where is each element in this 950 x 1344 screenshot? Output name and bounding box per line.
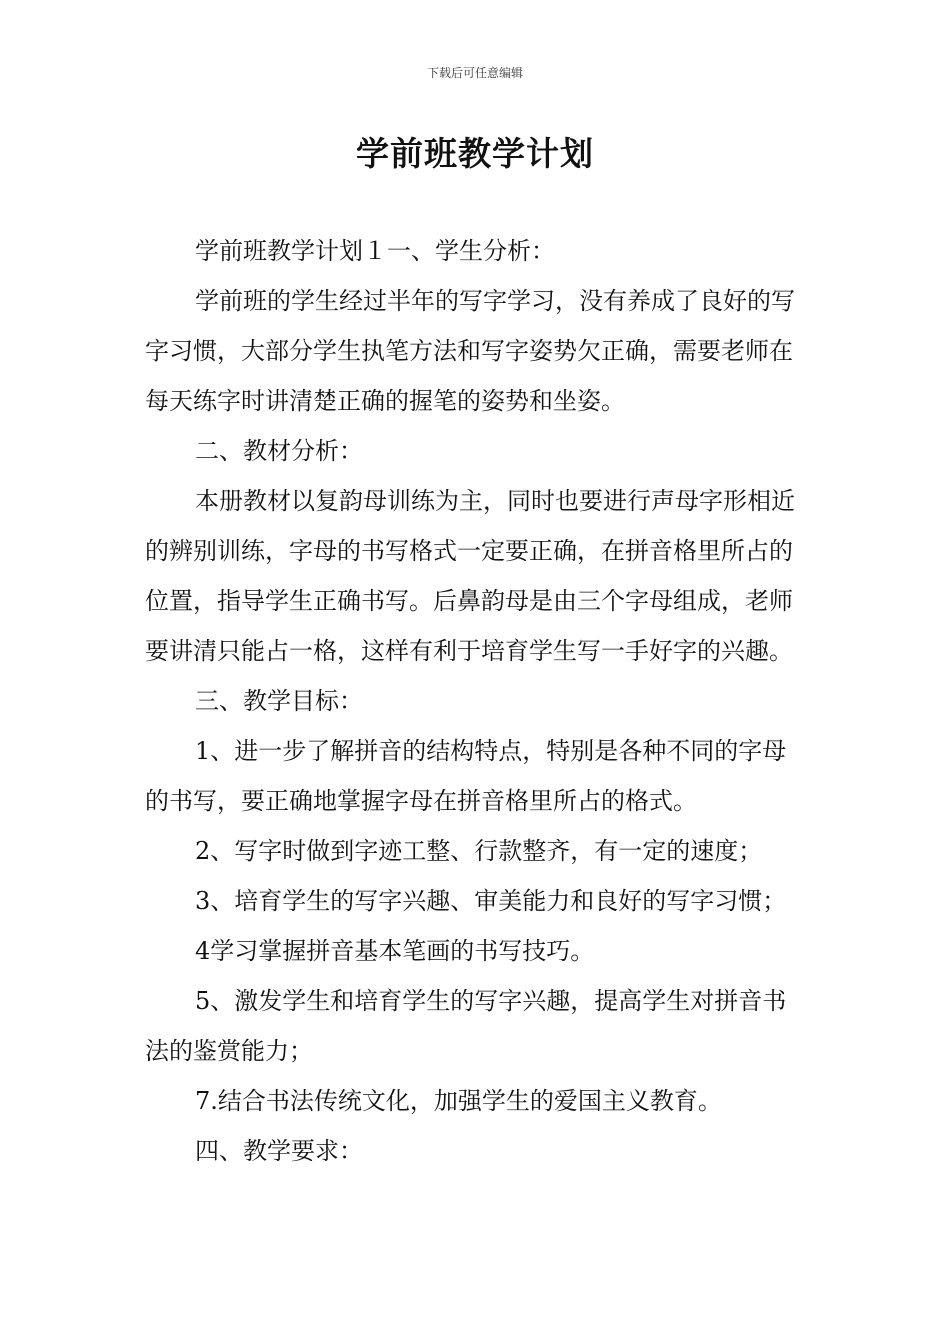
paragraph-materials: 本册教材以复韵母训练为主，同时也要进行声母字形相近的辨别训练，字母的书写格式一定要正确，在拼音格里所占的位置，指导学生正确书写。后鼻韵母是由三个字母组成，老师要讲清只能占一格，这样有利于培育学生写一手好字的兴趣。 (145, 487, 795, 665)
paragraph-student-analysis: 学前班的学生经过半年的写字学习，没有养成了良好的写字习惯，大部分学生执笔方法和写字姿势欠正确，需要老师在每天练字时讲清楚正确的握笔的姿势和坐姿。 (145, 287, 795, 415)
goal-item-2: 2、写字时做到字迹工整、行款整齐，有一定的速度； (195, 837, 763, 865)
goal-item-1: 1、进一步了解拼音的结构特点，特别是各种不同的字母的书写，要正确地掌握字母在拼音格里所占的格式。 (145, 737, 787, 815)
document-title: 学前班教学计划 (356, 134, 594, 173)
goal-item-5: 5、激发学生和培育学生的写字兴趣，提高学生对拼音书法的鉴赏能力； (145, 987, 787, 1065)
goal-item-3: 3、培育学生的写字兴趣、审美能力和良好的写字习惯； (195, 887, 787, 915)
document-body (145, 226, 810, 1176)
goal-item-7: 7.结合书法传统文化，加强学生的爱国主义教育。 (195, 1087, 722, 1115)
page-header-note: 下载后可任意编辑 (426, 66, 523, 80)
section-heading-materials: 二、教材分析： (195, 437, 363, 465)
goal-item-4: 4学习掌握拼音基本笔画的书写技巧。 (195, 937, 595, 965)
section-heading-goals: 三、教学目标： (195, 687, 363, 715)
section-heading-requirements: 四、教学要求： (195, 1137, 363, 1165)
paragraph-intro: 学前班教学计划１一、学生分析： (195, 237, 555, 265)
